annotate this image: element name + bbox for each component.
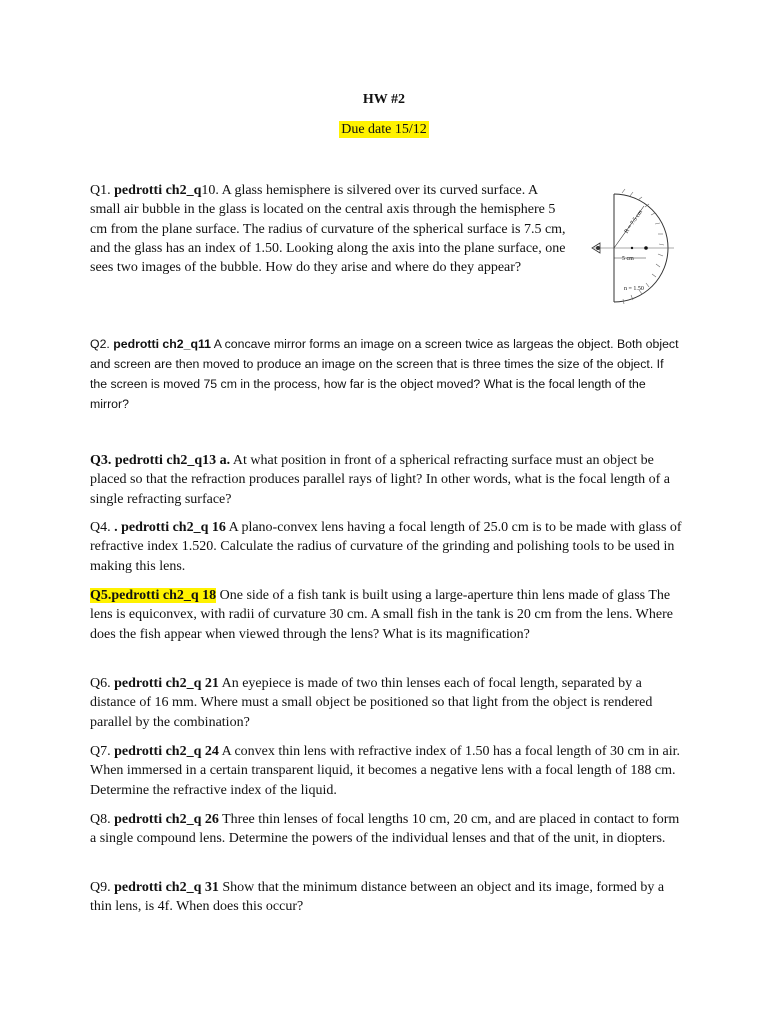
question-4-reference: . pedrotti ch2_q 16 <box>114 520 226 535</box>
question-5 <box>90 586 682 644</box>
question-7-reference: pedrotti ch2_q 24 <box>114 744 219 759</box>
question-5-reference: pedrotti ch2_q 18 <box>111 588 217 603</box>
question-7 <box>90 742 682 800</box>
question-6-reference: pedrotti ch2_q 21 <box>114 676 219 691</box>
question-1-text: A glass hemisphere is silvered over its curved surface. A small air bubble in the glass is located on the central axis through the hemisphere 5 cm from the plane surface. The radius of curvature of the spherical surface is 7.5 cm, and the glass has an index of 1.50. Looking along the axis into the plane surface, one sees two images of the bubble. How do they arise and where do they appear? <box>90 183 566 276</box>
question-7-text: A convex thin lens with refractive index of 1.50 has a focal length of 30 cm in air. When immersed in a certain transparent liquid, it becomes a negative lens with a focal length of 188 cm. Determine the refractive index of the liquid. <box>90 744 680 798</box>
distance-label: 5 cm <box>622 256 634 262</box>
question-2-number: Q2. <box>90 337 110 351</box>
question-1-reference-tail: 10. <box>201 183 222 198</box>
question-4-text: A plano-convex lens having a focal length of 25.0 cm is to be made with glass of refractive index 1.520. Calculate the radius of curvature of the grinding and polishing tools to be used in making this lens. <box>90 520 682 574</box>
question-3-text: At what position in front of a spherical refracting surface must an object be placed so that the refraction produces parallel rays of light? In other words, what is the focal length of a single refracting surface? <box>90 453 671 507</box>
question-2-text: A concave mirror forms an image on a screen twice as largeas the object. Both object and screen are then moved to produce an image on the screen that is three times the size of the object. If the screen is moved 75 cm in the process, how far is the object moved? What is the focal length of the mirror? <box>90 337 679 411</box>
question-9-text: Show that the minimum distance between an object and its image, formed by a thin lens, is 4f. When does this occur? <box>90 880 665 915</box>
question-8-number: Q8. <box>90 812 111 827</box>
question-6-text: An eyepiece is made of two thin lenses each of focal length, separated by a distance of 16 mm. Where must a small object be positioned so that light from the object is rendered parallel by the combination? <box>90 676 653 730</box>
question-8-reference: pedrotti ch2_q 26 <box>114 812 219 827</box>
question-8-text: Three thin lenses of focal lengths 10 cm, 20 cm, and are placed in contact to form a single compound lens. Determine the powers of the individual lenses and that of the unit, in diopters. <box>90 812 680 847</box>
question-9 <box>90 878 682 917</box>
radius-label: R = 7.5 cm <box>623 209 644 235</box>
question-6-number: Q6. <box>90 676 111 691</box>
question-9-reference: pedrotti ch2_q 31 <box>114 880 219 895</box>
hemisphere-figure <box>586 188 676 306</box>
question-1-number: Q1. <box>90 183 111 198</box>
question-2 <box>90 334 682 414</box>
question-4 <box>90 518 682 576</box>
question-3-number: Q3. <box>90 453 112 468</box>
due-date <box>0 122 768 138</box>
question-9-number: Q9. <box>90 880 111 895</box>
question-8 <box>90 810 682 849</box>
question-5-number: Q5. <box>90 588 112 603</box>
page-title: HW #2 <box>362 92 406 107</box>
question-6 <box>90 674 682 732</box>
question-1-reference: pedrotti ch2_q <box>114 183 202 198</box>
index-label: n = 1.50 <box>624 286 644 292</box>
question-5-text: One side of a fish tank is built using a large-aperture thin lens made of glass The lens is equiconvex, with radii of curvature 30 cm. A small fish in the tank is 20 cm from the lens. Where does the fish appear when viewed through the lens? What is its magnification? <box>90 588 673 642</box>
question-4-number: Q4. <box>90 520 111 535</box>
question-3-reference: pedrotti ch2_q13 a. <box>114 453 231 468</box>
question-1 <box>90 181 568 277</box>
question-3 <box>90 451 682 509</box>
question-2-reference: pedrotti ch2_q11 <box>113 337 211 351</box>
question-7-number: Q7. <box>90 744 111 759</box>
due-date-highlight: Due date 15/12 <box>341 122 427 137</box>
